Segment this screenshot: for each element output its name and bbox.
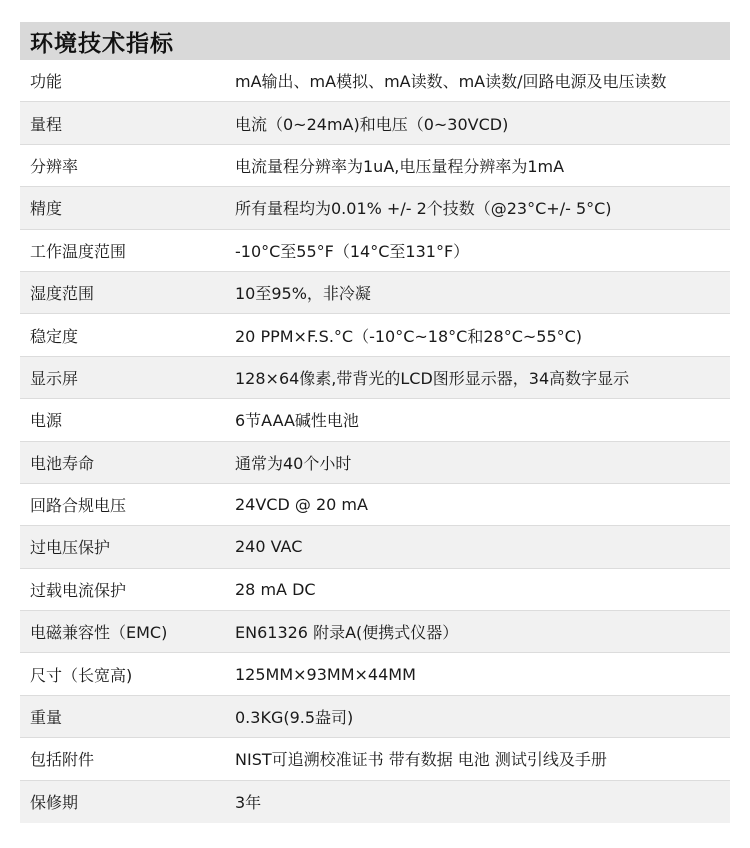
section-title: 环境技术指标 xyxy=(30,30,174,57)
spec-value: -10°C至55°F（14°C至131°F） xyxy=(235,241,470,261)
spec-row-dimensions xyxy=(20,653,730,695)
spec-value: 电流量程分辨率为1uA,电压量程分辨率为1mA xyxy=(235,156,565,176)
spec-label: 湿度范围 xyxy=(30,284,95,304)
spec-row-accuracy xyxy=(20,187,730,229)
spec-value: EN61326 附录A(便携式仪器） xyxy=(235,623,459,643)
spec-label: 电磁兼容性（EMC) xyxy=(30,623,168,643)
spec-row-overvoltage-protection xyxy=(20,526,730,568)
section-header xyxy=(20,22,730,60)
spec-label: 电池寿命 xyxy=(30,453,95,473)
spec-value: 128×64像素,带背光的LCD图形显示器，34高数字显示 xyxy=(235,368,630,388)
spec-value: 125MM×93MM×44MM xyxy=(235,664,416,684)
spec-label: 过载电流保护 xyxy=(30,580,127,600)
spec-value: 电流（0~24mA)和电压（0~30VCD) xyxy=(235,114,509,134)
spec-label: 保修期 xyxy=(30,793,79,813)
spec-row-loop-compliance-voltage xyxy=(20,484,730,526)
spec-value: 通常为40个小时 xyxy=(235,453,352,473)
spec-row-overcurrent-protection xyxy=(20,569,730,611)
spec-label: 稳定度 xyxy=(30,326,79,346)
spec-row-emc xyxy=(20,611,730,653)
spec-value: NIST可追溯校准证书 带有数据 电池 测试引线及手册 xyxy=(235,750,607,770)
spec-label: 功能 xyxy=(30,72,63,92)
spec-label: 尺寸（长宽高) xyxy=(30,665,133,685)
spec-label: 包括附件 xyxy=(30,750,95,770)
spec-row-warranty xyxy=(20,781,730,823)
spec-row-display xyxy=(20,357,730,399)
spec-value: 3年 xyxy=(235,793,262,813)
spec-label: 回路合规电压 xyxy=(30,496,127,516)
spec-label: 分辨率 xyxy=(30,156,79,176)
spec-value: 6节AAA碱性电池 xyxy=(235,411,359,431)
spec-label: 过电压保护 xyxy=(30,538,111,558)
spec-value: 240 VAC xyxy=(235,537,303,557)
spec-row-power xyxy=(20,399,730,441)
spec-label: 工作温度范围 xyxy=(30,241,127,261)
spec-label: 电源 xyxy=(30,411,63,431)
spec-label: 显示屏 xyxy=(30,368,79,388)
spec-row-stability xyxy=(20,314,730,356)
spec-table xyxy=(20,60,730,823)
spec-row-range xyxy=(20,102,730,144)
spec-label: 量程 xyxy=(30,114,63,134)
spec-value: 所有量程均为0.01% +/- 2个技数（@23°C+/- 5°C) xyxy=(235,199,612,219)
spec-row-weight xyxy=(20,696,730,738)
spec-value: 24VCD @ 20 mA xyxy=(235,495,368,515)
spec-row-resolution xyxy=(20,145,730,187)
spec-value: 28 mA DC xyxy=(235,579,316,599)
spec-value: 0.3KG(9.5盎司) xyxy=(235,708,354,728)
spec-row-function xyxy=(20,60,730,102)
spec-label: 精度 xyxy=(30,199,63,219)
spec-label: 重量 xyxy=(30,708,63,728)
spec-value: mA输出、mA模拟、mA读数、mA读数/回路电源及电压读数 xyxy=(235,72,667,92)
spec-row-accessories xyxy=(20,738,730,780)
spec-value: 10至95%，非冷凝 xyxy=(235,284,371,304)
spec-value: 20 PPM×F.S.°C（-10°C~18°C和28°C~55°C) xyxy=(235,326,583,346)
spec-row-operating-temperature xyxy=(20,230,730,272)
spec-row-battery-life xyxy=(20,442,730,484)
spec-row-humidity xyxy=(20,272,730,314)
